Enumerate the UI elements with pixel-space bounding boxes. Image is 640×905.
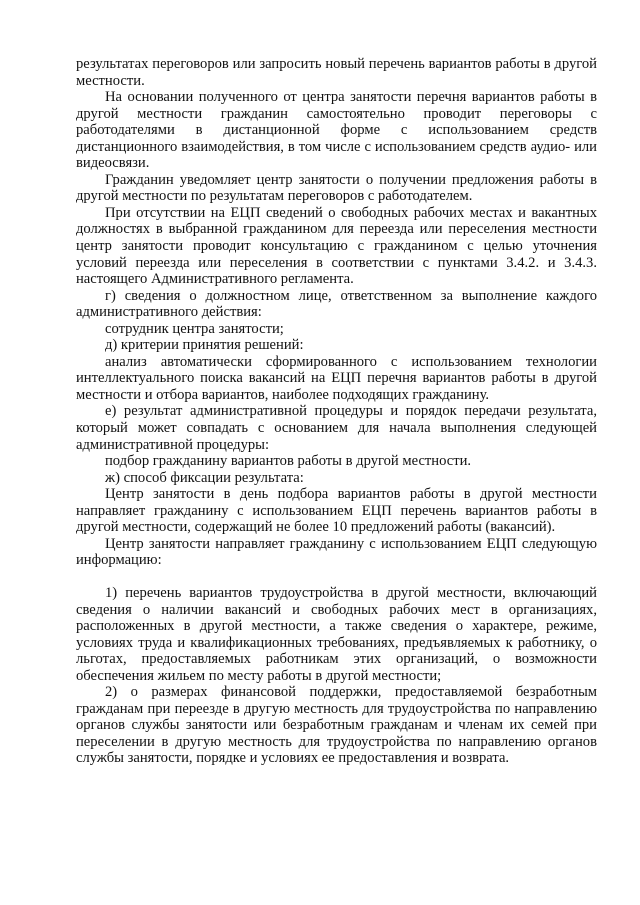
- paragraph-list-item-1: 1) перечень вариантов трудоустройства в другой местности, включающий сведения о наличии вакансий и свободных рабочих мест в организациях, расположенных в другой местности, а также сведения о характере, режиме, условиях труда и квалификационных требованиях, предъявляемых к работнику, о льготах, предоставляемых работникам этих организаций, о возможности обеспечения жильем по месту работы в другой местности;: [76, 584, 597, 684]
- paragraph-consultation: При отсутствии на ЕЦП сведений о свободных рабочих местах и вакантных должностях в выбранной гражданином для переезда или переселения местности центр занятости проводит консультацию с гражданином с целью уточнения условий переезда или переселения в соответствии с пунктами 3.4.2. и 3.4.3. настоящего Административного регламента.: [76, 204, 597, 288]
- paragraph-list-item-2: 2) о размерах финансовой поддержки, предоставляемой безработным гражданам при переезде в другую местность для трудоустройства по направлению органов службы занятости или безработным гражданам и членам их семей при переселении в другую местность для трудоустройства по направлению органов службы занятости, порядке и условиях ее предоставления и возврата.: [76, 684, 597, 767]
- document-page: [76, 56, 597, 767]
- paragraph-item-e: е) результат административной процедуры и порядок передачи результата, который может совпадать с основанием для начала выполнения следующей административной процедуры:: [76, 403, 597, 453]
- paragraph-item-zh: ж) способ фиксации результата:: [105, 469, 304, 486]
- paragraph-notification: Гражданин уведомляет центр занятости о получении предложения работы в другой местности по результатам переговоров с работодателем.: [76, 171, 597, 205]
- paragraph-negotiations: На основании полученного от центра занятости перечня вариантов работы в другой местности гражданин самостоятельно проводит переговоры с работодателями в дистанционной форме с использованием средств дистанционного взаимодействия, в том числе с использованием средств аудио- или видеосвязи.: [76, 89, 597, 172]
- paragraph-item-g: г) сведения о должностном лице, ответственном за выполнение каждого административного действия:: [76, 287, 597, 321]
- paragraph-staff: сотрудник центра занятости;: [105, 320, 284, 337]
- paragraph-sending: Центр занятости в день подбора вариантов работы в другой местности направляет гражданину с использованием ЕЦП перечень вариантов работы в другой местности, содержащий не более 10 предложений работы (вакансий).: [76, 486, 597, 536]
- paragraph-continuation: результатах переговоров или запросить новый перечень вариантов работы в другой местности.: [76, 56, 597, 89]
- paragraph-information-intro: Центр занятости направляет гражданину с использованием ЕЦП следующую информацию:: [76, 535, 597, 569]
- paragraph-item-d: д) критерии принятия решений:: [105, 337, 304, 354]
- paragraph-selection: подбор гражданину вариантов работы в другой местности.: [105, 453, 472, 470]
- paragraph-analysis: анализ автоматически сформированного с использованием технологии интеллектуального поиска вакансий на ЕЦП перечня вариантов работы в другой местности и отбора вариантов, наиболее подходящих гражданину.: [76, 353, 597, 403]
